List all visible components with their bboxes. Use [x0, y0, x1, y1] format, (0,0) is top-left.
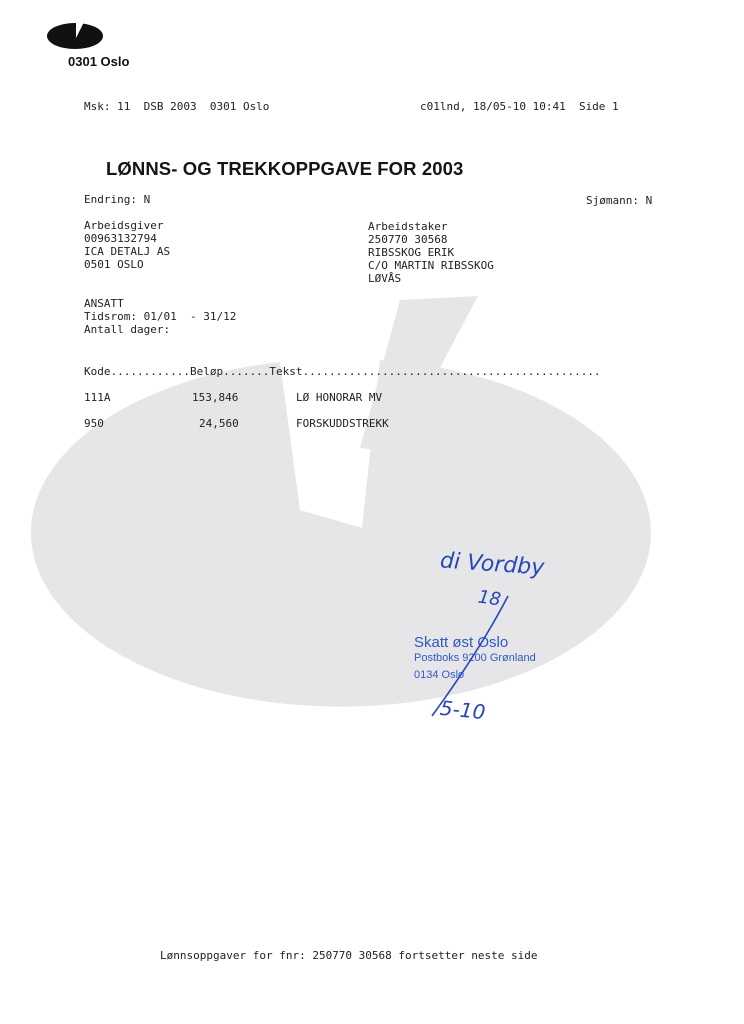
employer-postal: 0501 OSLO — [84, 258, 144, 271]
row-text: FORSKUDDSTREKK — [296, 417, 389, 430]
oslo-logo-icon — [46, 22, 106, 52]
employee-heading: Arbeidstaker — [368, 220, 448, 233]
handwritten-day: 18 — [476, 586, 503, 611]
employee-number: 250770 30568 — [368, 233, 448, 246]
period-range: Tidsrom: 01/01 - 31/12 — [84, 310, 237, 323]
watermark-ellipse — [31, 360, 651, 707]
employee-name: RIBSSKOG ERIK — [368, 246, 455, 259]
header-left: Msk: 11 DSB 2003 0301 Oslo — [84, 100, 270, 113]
days-count: Antall dager: — [84, 323, 171, 336]
handwritten-signature: di Vordby — [439, 548, 546, 581]
stamp-postbox: Postboks 9200 Grønland — [414, 652, 536, 664]
stamp-postal: 0134 Oslo — [414, 669, 465, 681]
header-right: c01lnd, 18/05-10 10:41 Side 1 — [420, 100, 619, 113]
handwritten-date: 5-10 — [438, 695, 487, 725]
employer-name: ICA DETALJ AS — [84, 245, 171, 258]
logo-text: 0301 Oslo — [68, 54, 130, 69]
row-amount: 24,560 — [199, 417, 239, 430]
sjomann-field: Sjømann: N — [586, 194, 653, 207]
row-text: LØ HONORAR MV — [296, 391, 383, 404]
employment-status: ANSATT — [84, 297, 124, 310]
row-code: 950 — [84, 417, 104, 430]
stamp-office: Skatt øst Oslo — [414, 634, 509, 651]
employee-address: C/O MARTIN RIBSSKOG — [368, 259, 494, 272]
employer-number: 00963132794 — [84, 232, 157, 245]
endring-field: Endring: N — [84, 193, 151, 206]
employer-heading: Arbeidsgiver — [84, 219, 164, 232]
row-code: 111A — [84, 391, 111, 404]
footer-note: Lønnsoppgaver for fnr: 250770 30568 fortsetter neste side — [160, 949, 538, 962]
page-title: LØNNS- OG TREKKOPPGAVE FOR 2003 — [106, 158, 464, 179]
row-amount: 153,846 — [192, 391, 239, 404]
employee-place: LØVÅS — [368, 272, 402, 285]
table-header: Kode............Beløp.......Tekst............................................. — [84, 365, 601, 378]
